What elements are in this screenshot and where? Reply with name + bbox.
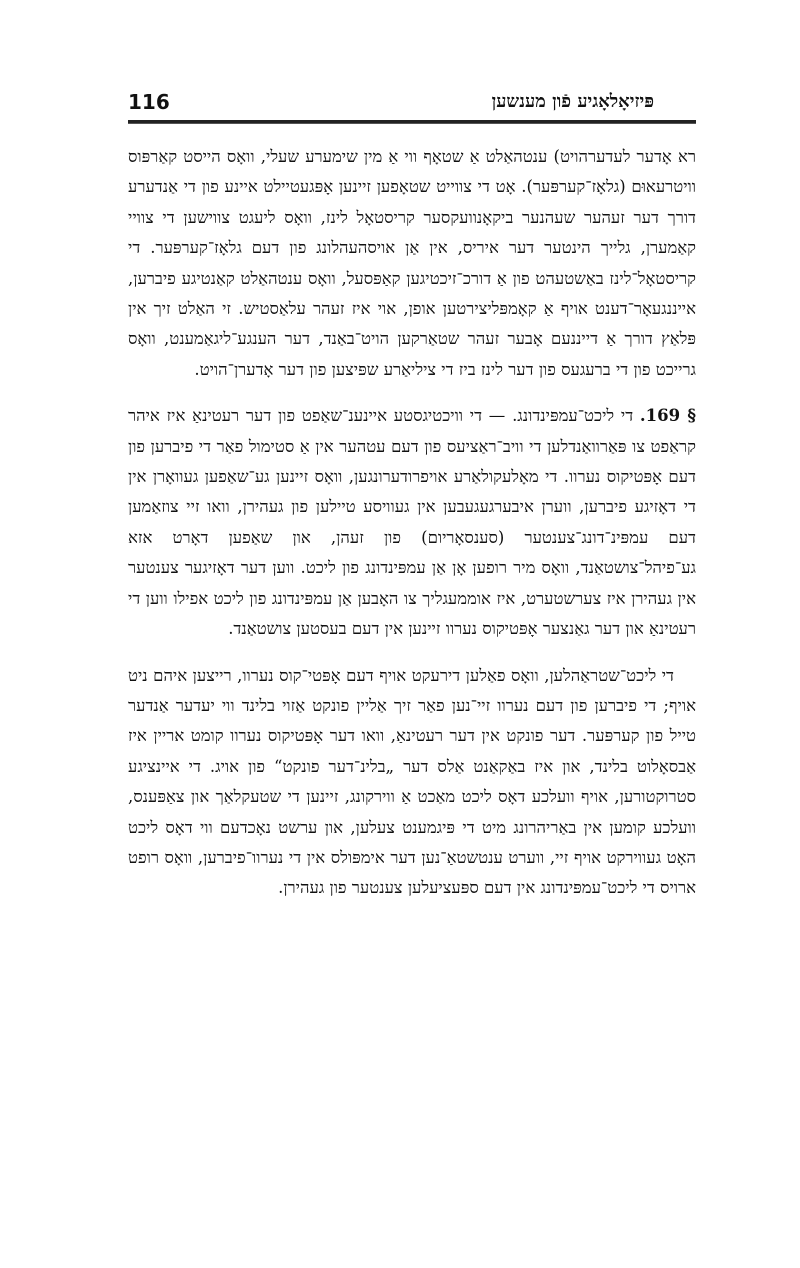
page-number: 116 [128,90,170,114]
paragraph-light-rays [128,661,696,904]
book-page [128,86,696,904]
page-header [128,86,696,120]
body-text [128,142,696,904]
header-rule [128,120,696,124]
section-title: די ליכט־עמפּינדונג. [512,406,634,426]
paragraph-section-169 [128,401,696,644]
section-number: § 169. [639,406,697,426]
paragraph-text: די ליכט־שטראַהלען, וואָס פאַלען דירעקט אויף דעם אָפּטי־קוס נערוו, רייצען איהם ניט אויף; די פיברען פון דעם נערוו זיי־נען פאַר זיך אַליין פונקט אַזוי בלינד ווי יעדער אַנדער טייל פון קערפּער. דער פונקט אין דער רעטינאַ, וואו דער אָפּטיקוס נערוו קומט אריין איז אַבסאָלוט בלינד, און איז באַקאַנט אַלס דער „בלינ־דער פונקט“ פון אויג. די איינציגע סטרוקטורען, אויף וועלכע דאָס ליכט מאַכט אַ ווירקונג, זיינען די שטעקלאַך און צאַפּענס, וועלכע קומען אין באַריהרונג מיט די פּיגמענט צעלען, און ערשט נאָכדעם ווי דאָס ליכט האָט געווירקט אויף זיי, ווערט ענטשטאַ־נען דער אימפּולס אין די נערוו־פיברען, וואָס רופט ארויס די ליכט־עמפּינדונג אין דעם ספּעציעלען צענטער פון געהירן. [128,665,696,898]
paragraph-text: — די וויכטיגסטע איינענ־שאַפט פון דער רעטינאַ איז איהר קראַפט צו פּאַרוואַנדלען די וויב־ראַציעס פון דעם עטהער אין אַ סטימול פאַר די פיברען פון דעם אָפּטיקוס נערוו. די מאָלעקולאַרע אויפרודערונגען, וואָס זיינען גע־שאַפען געוואָרן אין די דאָזיגע פיברען, ווערן איבערגעגעבען אין געוויסע טיילען פון געהירן, וואו זיי צוזאַמען דעם עמפּינ־דונג־צענטער (סענסאָריום) פון זעהן, און שאַפען דאָרט אזא גע־פיהל־צושטאַנד, וואָס מיר רופען אָן אַן עמפּינדונג פון ליכט. ווען דער דאָזיגער צענטער אין געהירן איז צערשטערט, איז אוממעגליך צו האָבען אַן עמפּינדונג פון ליכט אפילו ווען די רעטינאַ און דער גאַנצער אָפּטיקוס נערוו זיינען אין דעם בעסטען צושטאַנד. [128,406,696,639]
running-title: פּיזיאָלאָגיע פֿון מענשען [491,91,654,112]
paragraph-lens [128,142,696,385]
paragraph-text: רא אָדער לעדערהויט) ענטהאַלט אַ שטאָף ווי אַ מין שימערע שעלי, וואָס הייסט קאַרפּוס וויטרעאוּם (גלאָז־קערפּער). אָט די צווייט שטאָפען זיינען אָפּגעטיילט איינע פון די אַנדערע דורך דער זעהער שעהנער ביקאָנוועקסער קריסטאָל לינז, וואָס ליעגט צווישען די צוויי קאַמערן, גלייך הינטער דער איריס, אין אַן אויסהעהלונג פון דעם גלאָז־קערפּער. די קריסטאָל־לינז באַשטעהט פון אַ דורכ־זיכטיגען קאַפּסעל, וואָס ענטהאַלט קאַנטיגע פיברען, אייננגעאָר־דענט אויף אַ קאָמפּליצירטען אופן, אוי איז זעהר עלאַסטיש. זי האַלט זיך אין פּלאַץ דורך אַ דייננעם אָבער זעהר שטאַרקען הויט־באַנד, דער הענגע־ליגאַמענט, וואָס גרייכט פון די ברעגעס פון דער לינז ביז די ציליאַרע שפּיצען פון דער אָדערן־הויט. [128,147,696,379]
